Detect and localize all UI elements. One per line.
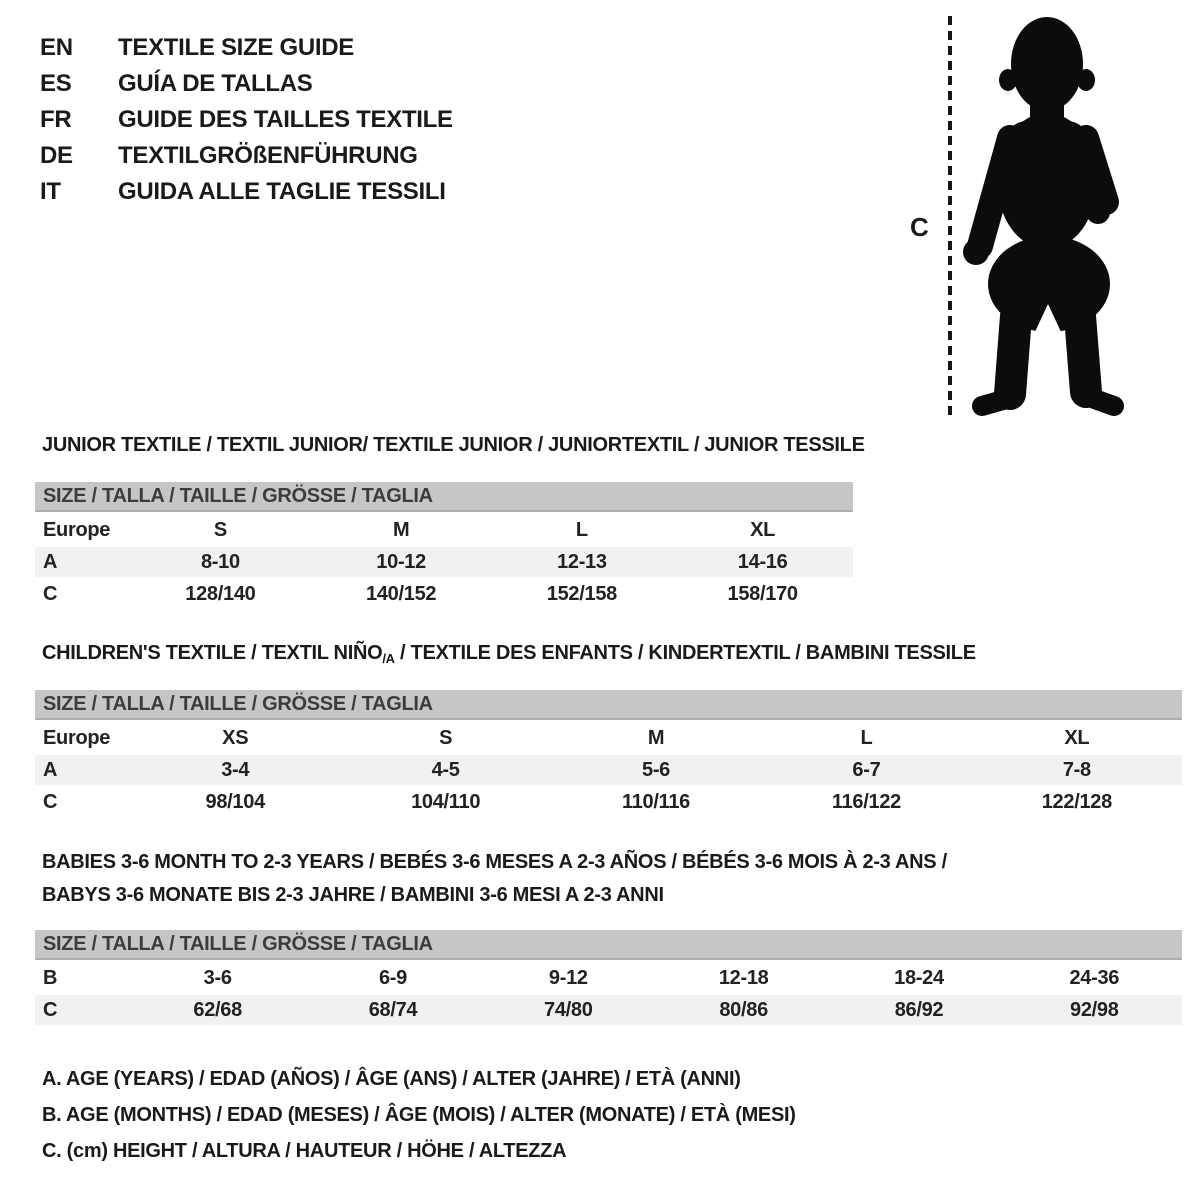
size-header-bar [35, 482, 853, 512]
table-row-b [35, 963, 1182, 993]
cell: 18-24 [894, 966, 944, 989]
lang-code: ES [40, 70, 72, 97]
cell: 12-18 [718, 966, 769, 989]
height-measure-label: C [910, 212, 929, 242]
baby-silhouette-image [960, 16, 1135, 418]
cell: 24-36 [1069, 966, 1120, 989]
cell: 74/80 [544, 998, 593, 1021]
row-label: B [43, 966, 58, 989]
cell: 9-12 [548, 966, 588, 989]
cell: 116/122 [831, 790, 901, 813]
cell: 122/128 [1041, 790, 1112, 813]
cell: 10-12 [376, 550, 426, 573]
table-row-europe [35, 723, 1182, 753]
lang-row-de [40, 138, 453, 174]
cell: 3-6 [203, 966, 232, 989]
cell: 110/116 [622, 790, 691, 813]
children-title-suffix: / TEXTILE DES ENFANTS / KINDERTEXTIL / BAMBINI TESSILE [394, 642, 976, 664]
column-header: M [392, 518, 410, 541]
footnote-a: A. AGE (YEARS) / EDAD (AÑOS) / ÂGE (ANS) / ALTER (JAHRE) / ETÀ (ANNI) [42, 1068, 741, 1090]
table-row-a [35, 547, 853, 577]
cell: 6-9 [378, 966, 407, 989]
cell: 80/86 [719, 998, 768, 1021]
size-header-bar [35, 690, 1182, 720]
column-header: XL [1064, 726, 1090, 749]
children-title-sub: /A [382, 651, 395, 666]
children-section-title [42, 642, 976, 666]
cell: 6-7 [852, 758, 881, 781]
row-label: A [43, 550, 58, 573]
cell: 12-13 [557, 550, 607, 573]
lang-row-it [40, 174, 453, 210]
footnotes [42, 1068, 796, 1176]
row-label: C [43, 998, 58, 1021]
lang-row-en [40, 30, 453, 66]
cell: 128/140 [185, 582, 256, 605]
lang-title: TEXTILE SIZE GUIDE [118, 34, 354, 61]
cell: 104/110 [411, 790, 481, 813]
children-title-prefix: CHILDREN'S TEXTILE / TEXTIL NIÑO [42, 642, 383, 664]
lang-code: EN [40, 34, 73, 61]
lang-code: IT [40, 178, 61, 205]
table-row-c [35, 995, 1182, 1025]
lang-title: GUIDA ALLE TAGLIE TESSILI [118, 178, 446, 205]
babies-size-table [35, 930, 1182, 1027]
cell: 98/104 [205, 790, 265, 813]
cell: 158/170 [727, 582, 798, 605]
footnote-b: B. AGE (MONTHS) / EDAD (MESES) / ÂGE (MOIS) / ALTER (MONATE) / ETÀ (MESI) [42, 1104, 796, 1126]
footnote-c: C. (cm) HEIGHT / ALTURA / HAUTEUR / HÖHE / ALTEZZA [42, 1140, 567, 1162]
column-header: XS [222, 726, 249, 749]
size-header-label: SIZE / TALLA / TAILLE / GRÖSSE / TAGLIA [43, 692, 433, 715]
junior-size-table [35, 482, 853, 611]
lang-title: GUÍA DE TALLAS [118, 70, 313, 97]
lang-row-es [40, 66, 453, 102]
babies-section-title [42, 846, 947, 912]
column-header: XL [750, 518, 776, 541]
size-header-label: SIZE / TALLA / TAILLE / GRÖSSE / TAGLIA [43, 932, 433, 955]
junior-section-title: JUNIOR TEXTILE / TEXTIL JUNIOR/ TEXTILE JUNIOR / JUNIORTEXTIL / JUNIOR TESSILE [42, 434, 865, 456]
cell: 14-16 [737, 550, 788, 573]
cell: 152/158 [546, 582, 617, 605]
lang-title: GUIDE DES TAILLES TEXTILE [118, 106, 453, 133]
language-header [40, 30, 453, 210]
cell: 8-10 [200, 550, 240, 573]
lang-code: DE [40, 142, 73, 169]
column-header: S [213, 518, 227, 541]
column-header: L [860, 726, 873, 749]
height-dashed-line [948, 16, 952, 418]
babies-title-line2: BABYS 3-6 MONATE BIS 2-3 JAHRE / BAMBINI 3-6 MESI A 2-3 ANNI [42, 884, 664, 906]
babies-title-line1: BABIES 3-6 MONTH TO 2-3 YEARS / BEBÉS 3-6 MESES A 2-3 AÑOS / BÉBÉS 3-6 MOIS À 2-3 ANS / [42, 851, 947, 873]
cell: 92/98 [1070, 998, 1119, 1021]
column-header: S [439, 726, 453, 749]
table-row-europe [35, 515, 853, 545]
lang-title: TEXTILGRÖßENFÜHRUNG [118, 142, 418, 169]
cell: 62/68 [193, 998, 242, 1021]
cell: 5-6 [642, 758, 671, 781]
size-header-bar [35, 930, 1182, 960]
table-row-a [35, 755, 1182, 785]
lang-row-fr [40, 102, 453, 138]
cell: 4-5 [431, 758, 460, 781]
cell: 3-4 [221, 758, 250, 781]
row-label: Europe [43, 726, 111, 749]
column-header: M [647, 726, 665, 749]
column-header: L [575, 518, 588, 541]
cell: 68/74 [368, 998, 418, 1021]
row-label: C [43, 582, 58, 605]
cell: 86/92 [894, 998, 944, 1021]
row-label: A [43, 758, 58, 781]
children-size-table [35, 690, 1182, 819]
cell: 140/152 [366, 582, 437, 605]
size-header-label: SIZE / TALLA / TAILLE / GRÖSSE / TAGLIA [43, 484, 433, 507]
cell: 7-8 [1062, 758, 1091, 781]
table-row-c [35, 787, 1182, 817]
lang-code: FR [40, 106, 72, 133]
table-row-c [35, 579, 853, 609]
row-label: C [43, 790, 58, 813]
row-label: Europe [43, 518, 111, 541]
